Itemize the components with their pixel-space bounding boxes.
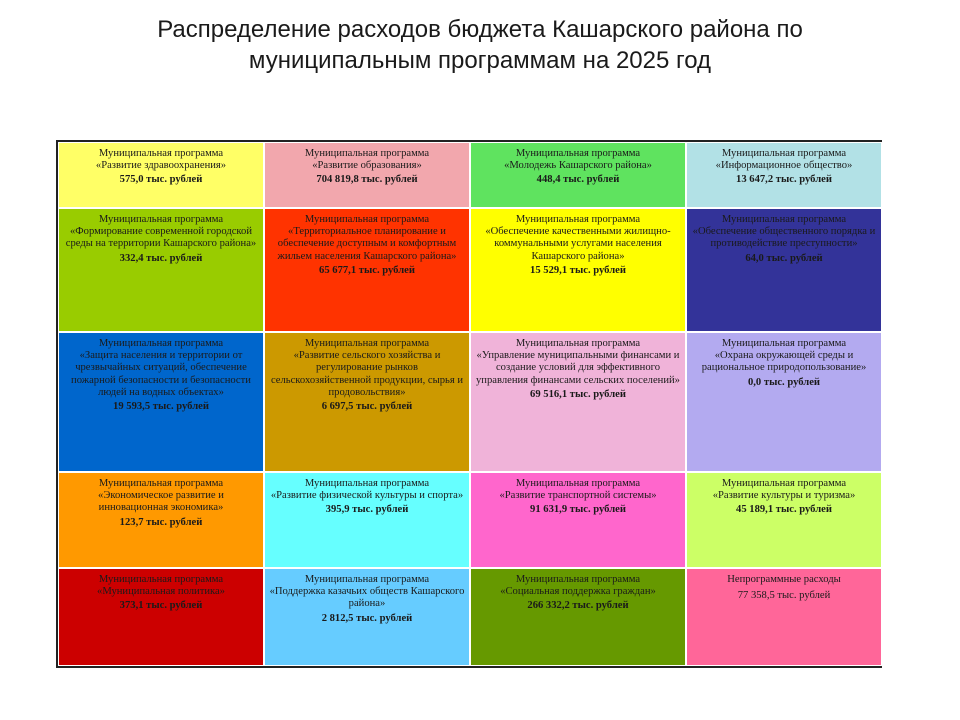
program-amount: 6 697,5 тыс. рублей <box>321 401 413 413</box>
program-cell <box>264 332 470 472</box>
title-line-1: Распределение расходов бюджета Кашарского района по <box>157 16 803 43</box>
program-amount: 448,4 тыс. рублей <box>536 174 620 186</box>
program-amount: 19 593,5 тыс. рублей <box>113 401 209 413</box>
program-name: «Развитие сельского хозяйства и регулирование рынков сельскохозяйственной продукции, сырья и продовольствия» <box>270 350 464 398</box>
program-cell <box>264 208 470 332</box>
program-heading: Муниципальная программа <box>98 214 224 225</box>
program-heading: Муниципальная программа <box>304 338 430 349</box>
program-cell <box>686 332 882 472</box>
program-name: «Экономическое развитие и инновационная экономика» <box>98 490 224 514</box>
program-heading: Муниципальная программа <box>304 478 430 489</box>
program-cell <box>470 332 686 472</box>
program-cell <box>264 568 470 666</box>
program-cell <box>58 472 264 568</box>
program-amount: 91 631,9 тыс. рублей <box>530 504 626 516</box>
program-cell <box>686 208 882 332</box>
program-amount: 0,0 тыс. рублей <box>747 376 821 388</box>
program-amount: 65 677,1 тыс. рублей <box>319 264 415 276</box>
program-amount: 69 516,1 тыс. рублей <box>530 388 626 400</box>
program-amount: 395,9 тыс. рублей <box>325 504 409 516</box>
program-amount: 373,1 тыс. рублей <box>119 600 203 612</box>
programs-table <box>56 140 882 668</box>
program-cell <box>686 568 882 666</box>
program-amount: 266 332,2 тыс. рублей <box>527 600 629 612</box>
program-cell <box>470 208 686 332</box>
program-cell <box>470 568 686 666</box>
program-amount: 575,0 тыс. рублей <box>119 174 203 186</box>
program-heading: Муниципальная программа <box>98 574 224 585</box>
program-name: «Формирование современной городской среды на территории Кашарского района» <box>65 226 257 250</box>
program-heading: Муниципальная программа <box>721 338 847 349</box>
program-heading: Муниципальная программа <box>98 338 224 349</box>
program-name: «Обеспечение общественного порядка и противодействие преступности» <box>692 226 876 250</box>
program-amount: 704 819,8 тыс. рублей <box>316 174 418 186</box>
program-cell <box>686 472 882 568</box>
program-name: «Социальная поддержка граждан» <box>500 586 656 598</box>
program-name: Непрограммные расходы <box>727 574 841 585</box>
program-cell <box>58 142 264 208</box>
program-heading: Муниципальная программа <box>304 148 430 159</box>
program-name: «Охрана окружающей среды и рациональное природопользование» <box>701 350 867 374</box>
program-cell <box>264 472 470 568</box>
program-amount: 77 358,5 тыс. рублей <box>737 590 831 602</box>
program-name: «Муниципальная политика» <box>97 586 225 598</box>
program-name: «Обеспечение качественными жилищно-коммунальными услугами населения Кашарского района» <box>485 226 671 262</box>
program-cell <box>58 208 264 332</box>
program-name: «Развитие образования» <box>312 160 422 172</box>
program-heading: Муниципальная программа <box>515 478 641 489</box>
program-name: «Территориальное планирование и обеспечение доступным и комфортным жильем населения Кашарского района» <box>277 226 457 262</box>
program-heading: Муниципальная программа <box>515 574 641 585</box>
program-heading: Муниципальная программа <box>721 148 847 159</box>
program-name: «Развитие культуры и туризма» <box>712 490 856 502</box>
program-heading: Муниципальная программа <box>721 214 847 225</box>
program-name: «Развитие здравоохранения» <box>95 160 227 172</box>
program-name: «Защита населения и территории от чрезвычайных ситуаций, обеспечение пожарной безопасности и безопасности людей на водных объектах» <box>71 350 251 398</box>
program-heading: Муниципальная программа <box>304 574 430 585</box>
program-heading: Муниципальная программа <box>515 214 641 225</box>
program-amount: 64,0 тыс. рублей <box>745 252 823 264</box>
program-name: «Информационное общество» <box>715 160 853 172</box>
program-cell <box>686 142 882 208</box>
program-amount: 15 529,1 тыс. рублей <box>530 264 626 276</box>
program-amount: 123,7 тыс. рублей <box>119 516 203 528</box>
title-line-2: муниципальным программам на 2025 год <box>248 47 712 74</box>
program-name: «Молодежь Кашарского района» <box>504 160 652 172</box>
program-amount: 45 189,1 тыс. рублей <box>736 504 832 516</box>
program-name: «Развитие физической культуры и спорта» <box>270 490 464 502</box>
program-name: «Поддержка казачьих обществ Кашарского района» <box>269 586 465 610</box>
program-heading: Муниципальная программа <box>721 478 847 489</box>
page-title <box>0 14 960 76</box>
program-heading: Муниципальная программа <box>98 148 224 159</box>
program-name: «Управление муниципальными финансами и создание условий для эффективного управления финансами сельских поселений» <box>476 350 680 386</box>
program-amount: 2 812,5 тыс. рублей <box>321 612 413 624</box>
program-heading: Муниципальная программа <box>515 148 641 159</box>
program-amount: 332,4 тыс. рублей <box>119 252 203 264</box>
program-cell <box>58 568 264 666</box>
program-heading: Муниципальная программа <box>304 214 430 225</box>
program-name: «Развитие транспортной системы» <box>499 490 657 502</box>
program-cell <box>58 332 264 472</box>
program-cell <box>470 472 686 568</box>
program-amount: 13 647,2 тыс. рублей <box>736 174 832 186</box>
program-heading: Муниципальная программа <box>98 478 224 489</box>
program-heading: Муниципальная программа <box>515 338 641 349</box>
program-cell <box>470 142 686 208</box>
program-cell <box>264 142 470 208</box>
